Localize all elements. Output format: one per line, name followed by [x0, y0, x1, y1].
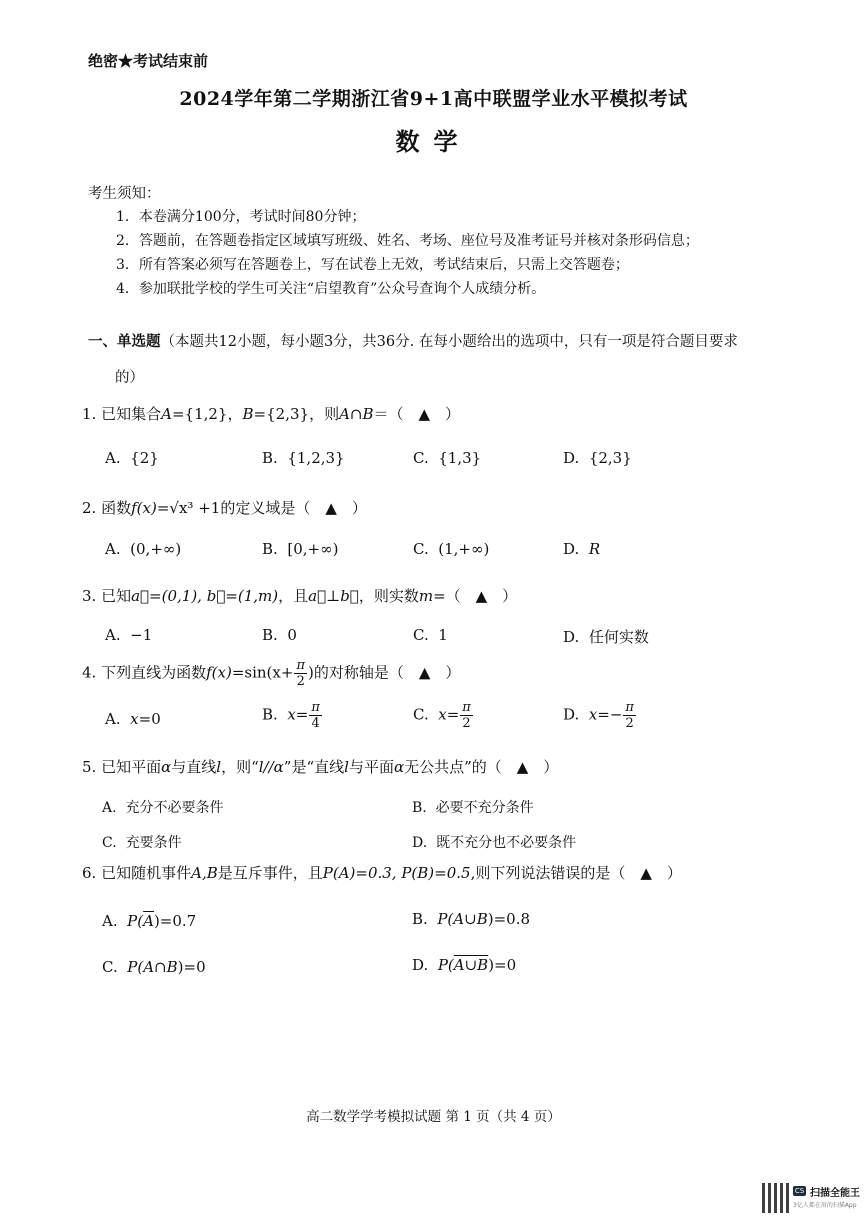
notice-heading: 考生须知：: [88, 186, 161, 202]
question-1: 1. 已知集合A={1,2}，B={2,3}，则A∩B＝（ ▲ ）: [82, 405, 461, 423]
notice-item: 4．参加联批学校的学生可关注“启望教育”公众号查询个人成绩分析。: [116, 281, 546, 297]
option-q3-c: C. 1: [413, 626, 448, 644]
option-q5-a: A. 充分不必要条件: [102, 800, 224, 816]
option-q6-c: C. P(A∩B)=0: [102, 958, 206, 976]
page-footer: 高二数学学考模拟试题 第 1 页（共 4 页）: [306, 1109, 561, 1125]
option-q3-a: A. −1: [105, 626, 153, 644]
option-q5-d: D. 既不充分也不必要条件: [412, 835, 577, 851]
scanner-name: 扫描全能王: [810, 1188, 860, 1199]
option-q1-b: B. {1,2,3}: [262, 449, 345, 467]
section-heading-bold: 一、单选题: [88, 333, 161, 350]
option-q2-d: D. R: [563, 540, 601, 558]
scanner-tagline: 3亿人都在用的扫描App: [793, 1202, 857, 1209]
option-q2-a: A. (0,+∞): [105, 540, 182, 558]
question-5: 5. 已知平面α与直线l，则“l//α”是“直线l与平面α无公共点”的（ ▲ ）: [82, 758, 559, 776]
scanner-logo: CS: [794, 1187, 805, 1195]
exam-title: 2024学年第二学期浙江省9+1高中联盟学业水平模拟考试: [179, 88, 688, 110]
option-q5-b: B. 必要不充分条件: [412, 800, 534, 816]
section-heading: [88, 330, 738, 351]
section-heading-rest: （本题共12小题，每小题3分，共36分. 在每小题给出的选项中，只有一项是符合题目要求: [160, 334, 738, 350]
section-heading-cont: 的）: [115, 370, 144, 386]
option-q6-d: D. P(A∪B)=0: [412, 956, 517, 974]
option-q4-d: D. x=− $\frac{\pi}{2}$: [563, 700, 634, 731]
option-q1-c: C. {1,3}: [413, 449, 482, 467]
option-q3-b: B. 0: [262, 626, 297, 644]
notice-item: 1．本卷满分100分，考试时间80分钟；: [116, 209, 366, 225]
option-q4-b: B. x= $\frac{\pi}{4}$: [262, 700, 320, 731]
question-3: 3. 已知a⃗=(0,1), b⃗=(1,m)，且a⃗⊥b⃗，则实数m=（ ▲ ）: [82, 587, 518, 605]
qr-code-icon: [762, 1183, 792, 1213]
fraction: $\frac{\pi}{2}$: [296, 658, 305, 689]
option-q6-a: A. $P(\overline{A})=0.7$: [102, 912, 197, 930]
option-q1-a: A. {2}: [105, 449, 159, 467]
question-4: 4. 下列直线为函数f(x)=sin(x+ $\frac{\pi}{2}$ )的对称轴是（ ▲ ）: [82, 658, 461, 689]
option-q1-d: D. {2,3}: [563, 449, 632, 467]
option-q6-b: B. P(A∪B)=0.8: [412, 910, 531, 928]
notice-item: 2．答题前，在答题卷指定区域填写班级、姓名、考场、座位号及准考证号并核对条形码信息；: [116, 233, 699, 249]
option-q4-c: C. x= $\frac{\pi}{2}$: [413, 700, 471, 731]
option-q3-d: D. 任何实数: [563, 628, 649, 646]
option-q5-c: C. 充要条件: [102, 835, 182, 851]
option-q2-b: B. [0,+∞): [262, 540, 339, 558]
confidential-mark: 绝密★考试结束前: [88, 52, 209, 70]
subject-title: 数学: [395, 127, 472, 156]
option-q2-c: C. (1,+∞): [413, 540, 490, 558]
notice-item: 3．所有答案必须写在答题卷上，写在试卷上无效，考试结束后，只需上交答题卷；: [116, 257, 629, 273]
question-2: 2. 函数f(x)=√x³ +1的定义域是（ ▲ ）: [82, 499, 367, 517]
option-q4-a: A. x=0: [105, 710, 161, 728]
question-6: 6. 已知随机事件A,B是互斥事件，且P(A)=0.3, P(B)=0.5,则下列说法错误的是（ ▲ ）: [82, 864, 682, 882]
